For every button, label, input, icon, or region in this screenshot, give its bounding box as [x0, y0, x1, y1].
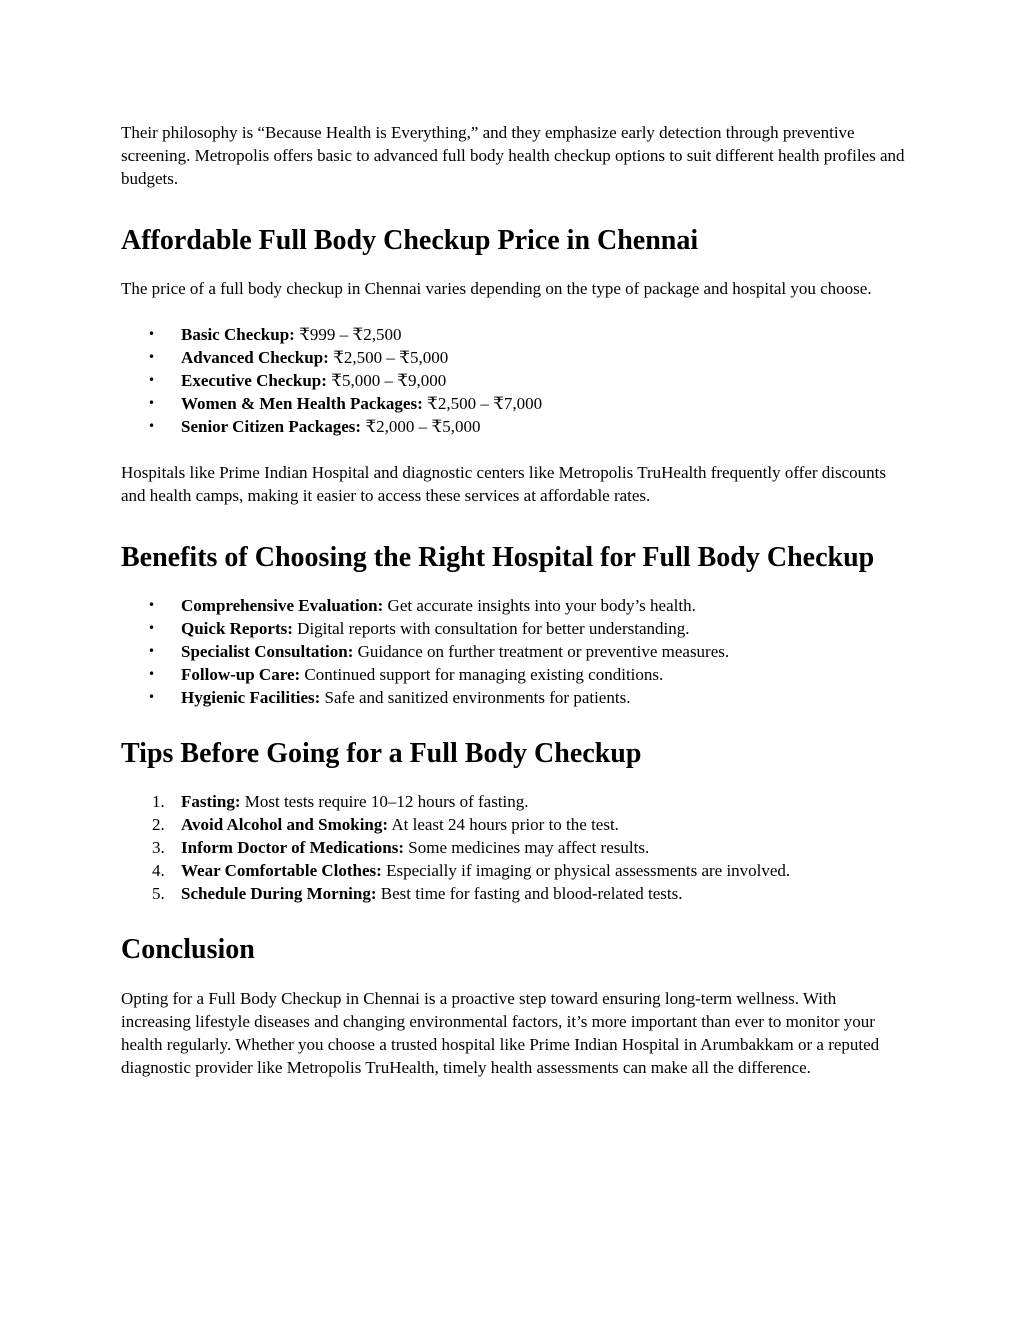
- list-item: [121, 836, 906, 859]
- bullet-marker: •: [148, 621, 156, 635]
- list-item: [121, 369, 906, 392]
- bullet-marker: •: [148, 327, 156, 341]
- tips-heading: Tips Before Going for a Full Body Checkup: [121, 738, 642, 769]
- item-text: ₹5,000 – ₹9,000: [326, 371, 447, 390]
- item-text: ₹999 – ₹2,500: [294, 325, 402, 344]
- bullet-marker: •: [148, 350, 156, 364]
- item-text: ₹2,000 – ₹5,000: [361, 417, 481, 436]
- item-text: Especially if imaging or physical assessments are involved.: [381, 861, 791, 880]
- list-item: [121, 686, 906, 709]
- bullet-marker: •: [148, 667, 156, 681]
- item-text: At least 24 hours prior to the test.: [388, 815, 619, 834]
- price-intro-paragraph: The price of a full body checkup in Chennai varies depending on the type of package and hospital you choose.: [121, 279, 872, 298]
- item-label: Avoid Alcohol and Smoking:: [181, 815, 389, 834]
- bullet-marker: •: [148, 690, 156, 704]
- item-label: Wear Comfortable Clothes:: [181, 861, 382, 880]
- item-label: Basic Checkup:: [181, 325, 295, 344]
- item-label: Quick Reports:: [181, 619, 293, 638]
- benefits-heading: Benefits of Choosing the Right Hospital for Full Body Checkup: [121, 542, 875, 573]
- item-label: Executive Checkup:: [181, 371, 327, 390]
- item-label: Advanced Checkup:: [181, 348, 329, 367]
- price-outro-paragraph: Hospitals like Prime Indian Hospital and diagnostic centers like Metropolis TruHealth frequently offer discounts and health camps, making it easier to access these services at affordable rates.: [121, 463, 887, 505]
- number-marker: 3.: [152, 838, 165, 857]
- list-item: [121, 663, 906, 686]
- price-heading: Affordable Full Body Checkup Price in Chennai: [121, 225, 699, 256]
- item-label: Inform Doctor of Medications:: [181, 838, 405, 857]
- document-page: [121, 121, 906, 1079]
- bullet-marker: •: [148, 396, 156, 410]
- number-marker: 5.: [152, 884, 165, 903]
- list-item: [121, 813, 906, 836]
- item-text: ₹2,500 – ₹5,000: [328, 348, 449, 367]
- list-item: [121, 617, 906, 640]
- price-list: [121, 323, 906, 438]
- item-label: Specialist Consultation:: [181, 642, 354, 661]
- list-item: [121, 594, 906, 617]
- list-item: [121, 415, 906, 438]
- conclusion-paragraph: Opting for a Full Body Checkup in Chennai is a proactive step toward ensuring long-term wellness. With increasing lifestyle diseases and changing environmental factors, it’s more important than ever to monitor your health regularly. Whether you choose a trusted hospital like Prime Indian Hospital in Arumbakkam or a reputed diagnostic provider like Metropolis TruHealth, timely health assessments can make all the difference.: [121, 989, 880, 1077]
- item-text: Digital reports with consultation for better understanding.: [292, 619, 690, 638]
- number-marker: 2.: [152, 815, 165, 834]
- item-label: Schedule During Morning:: [181, 884, 377, 903]
- bullet-marker: •: [148, 644, 156, 658]
- item-label: Follow-up Care:: [181, 665, 301, 684]
- item-text: Continued support for managing existing conditions.: [300, 665, 664, 684]
- tips-list: [121, 790, 906, 905]
- item-text: ₹2,500 – ₹7,000: [422, 394, 543, 413]
- list-item: [121, 392, 906, 415]
- intro-paragraph: Their philosophy is “Because Health is Everything,” and they emphasize early detection through preventive screening. Metropolis offers basic to advanced full body health checkup options to suit different health profiles and budgets.: [121, 123, 905, 188]
- item-label: Senior Citizen Packages:: [181, 417, 362, 436]
- bullet-marker: •: [148, 598, 156, 612]
- item-text: Most tests require 10–12 hours of fasting.: [240, 792, 529, 811]
- list-item: [121, 346, 906, 369]
- conclusion-heading: Conclusion: [121, 934, 255, 965]
- item-text: Guidance on further treatment or preventive measures.: [353, 642, 730, 661]
- item-label: Women & Men Health Packages:: [181, 394, 423, 413]
- item-text: Best time for fasting and blood-related tests.: [376, 884, 683, 903]
- bullet-marker: •: [148, 373, 156, 387]
- item-text: Safe and sanitized environments for patients.: [320, 688, 631, 707]
- item-label: Hygienic Facilities:: [181, 688, 321, 707]
- list-item: [121, 790, 906, 813]
- item-text: Get accurate insights into your body’s health.: [383, 596, 696, 615]
- number-marker: 1.: [152, 792, 165, 811]
- number-marker: 4.: [152, 861, 165, 880]
- item-text: Some medicines may affect results.: [404, 838, 650, 857]
- list-item: [121, 640, 906, 663]
- list-item: [121, 882, 906, 905]
- item-label: Comprehensive Evaluation:: [181, 596, 384, 615]
- item-label: Fasting:: [181, 792, 241, 811]
- list-item: [121, 859, 906, 882]
- list-item: [121, 323, 906, 346]
- benefits-list: [121, 594, 906, 709]
- bullet-marker: •: [148, 419, 156, 433]
